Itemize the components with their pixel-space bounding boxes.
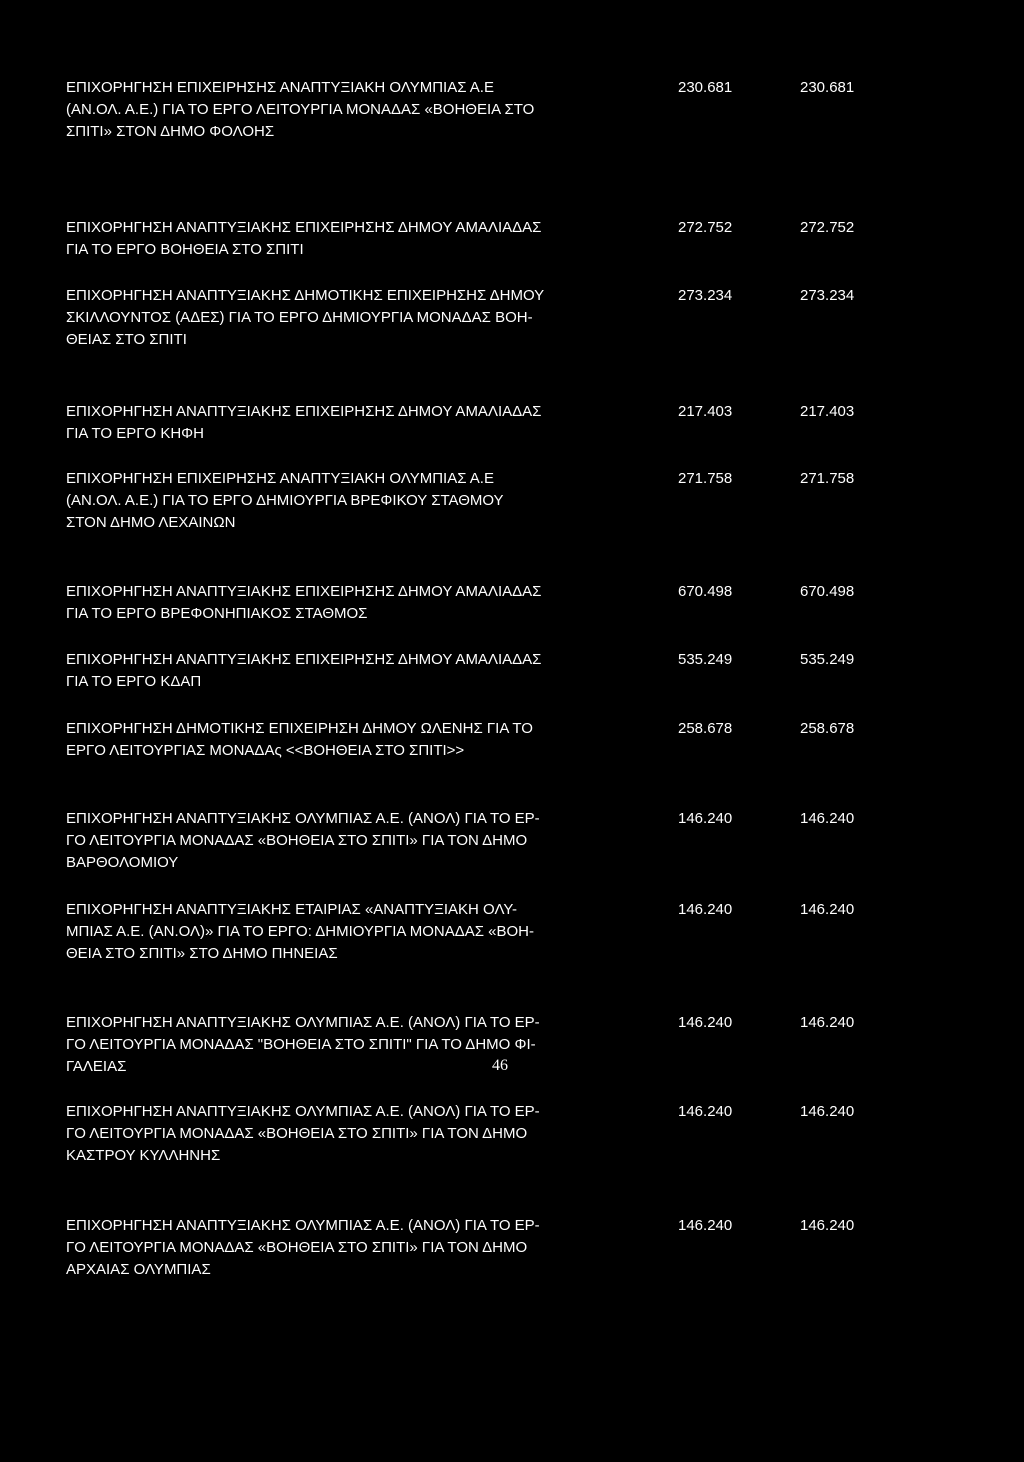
entry-description bbox=[66, 581, 651, 625]
entry-description bbox=[66, 77, 651, 143]
amount-column-1: 146.240 bbox=[678, 1103, 733, 1120]
description-line: ΕΠΙΧΟΡΗΓΗΣΗ ΑΝΑΠΤΥΞΙΑΚΗΣ ΕΠΙΧΕΙΡΗΣΗΣ ΔΗΜΟΥ ΑΜΑΛΙΑΔΑΣ bbox=[66, 651, 542, 668]
entry-description bbox=[66, 1101, 651, 1167]
amount-column-1: 272.752 bbox=[678, 219, 733, 236]
description-line: ΓΙΑ ΤΟ ΕΡΓΟ ΒΟΗΘΕΙΑ ΣΤΟ ΣΠΙΤΙ bbox=[66, 241, 304, 258]
description-line: ΓΟ ΛΕΙΤΟΥΡΓΙΑ ΜΟΝΑΔΑΣ «ΒΟΗΘΕΙΑ ΣΤΟ ΣΠΙΤΙ» ΓΙΑ ΤΟΝ ΔΗΜΟ bbox=[66, 832, 528, 849]
description-line: ΕΠΙΧΟΡΗΓΗΣΗ ΑΝΑΠΤΥΞΙΑΚΗΣ ΕΠΙΧΕΙΡΗΣΗΣ ΔΗΜΟΥ ΑΜΑΛΙΑΔΑΣ bbox=[66, 583, 542, 600]
amount-column-2: 230.681 bbox=[800, 79, 855, 96]
entry-description bbox=[66, 285, 651, 351]
description-line: ΕΠΙΧΟΡΗΓΗΣΗ ΑΝΑΠΤΥΞΙΑΚΗΣ ΕΠΙΧΕΙΡΗΣΗΣ ΔΗΜΟΥ ΑΜΑΛΙΑΔΑΣ bbox=[66, 403, 542, 420]
description-line: (ΑΝ.ΟΛ. Α.Ε.) ΓΙΑ ΤΟ ΕΡΓΟ ΔΗΜΙΟΥΡΓΙΑ ΒΡΕΦΙΚΟΥ ΣΤΑΘΜΟΥ bbox=[66, 492, 504, 509]
description-line: ΓΟ ΛΕΙΤΟΥΡΓΙΑ ΜΟΝΑΔΑΣ «ΒΟΗΘΕΙΑ ΣΤΟ ΣΠΙΤΙ» ΓΙΑ ΤΟΝ ΔΗΜΟ bbox=[66, 1239, 528, 1256]
description-line: ΣΠΙΤΙ» ΣΤΟΝ ΔΗΜΟ ΦΟΛΟΗΣ bbox=[66, 123, 275, 140]
amount-column-2: 146.240 bbox=[800, 901, 855, 918]
amount-column-2: 670.498 bbox=[800, 583, 855, 600]
description-line: ΓΟ ΛΕΙΤΟΥΡΓΙΑ ΜΟΝΑΔΑΣ «ΒΟΗΘΕΙΑ ΣΤΟ ΣΠΙΤΙ» ΓΙΑ ΤΟΝ ΔΗΜΟ bbox=[66, 1125, 528, 1142]
description-line: ΕΠΙΧΟΡΗΓΗΣΗ ΕΠΙΧΕΙΡΗΣΗΣ ΑΝΑΠΤΥΞΙΑΚΗ ΟΛΥΜΠΙΑΣ Α.Ε bbox=[66, 470, 494, 487]
description-line: ΘΕΙΑΣ ΣΤΟ ΣΠΙΤΙ bbox=[66, 331, 187, 348]
description-line: ΕΠΙΧΟΡΗΓΗΣΗ ΑΝΑΠΤΥΞΙΑΚΗΣ ΟΛΥΜΠΙΑΣ Α.Ε. (ΑΝΟΛ) ΓΙΑ ΤΟ ΕΡ- bbox=[66, 1103, 540, 1120]
amount-column-1: 258.678 bbox=[678, 720, 733, 737]
entry-description bbox=[66, 808, 651, 874]
entry-description bbox=[66, 649, 651, 693]
description-line: ΚΑΣΤΡΟΥ ΚΥΛΛΗΝΗΣ bbox=[66, 1147, 221, 1164]
description-line: ΑΡΧΑΙΑΣ ΟΛΥΜΠΙΑΣ bbox=[66, 1261, 211, 1278]
amount-column-1: 273.234 bbox=[678, 287, 733, 304]
description-line: ΓΙΑ ΤΟ ΕΡΓΟ ΚΔΑΠ bbox=[66, 673, 202, 690]
description-line: (ΑΝ.ΟΛ. Α.Ε.) ΓΙΑ ΤΟ ΕΡΓΟ ΛΕΙΤΟΥΡΓΙΑ ΜΟΝΑΔΑΣ «ΒΟΗΘΕΙΑ ΣΤΟ bbox=[66, 101, 535, 118]
description-line: ΒΑΡΘΟΛΟΜΙΟΥ bbox=[66, 854, 179, 871]
description-line: ΕΡΓΟ ΛΕΙΤΟΥΡΓΙΑΣ ΜΟΝΑΔΑς <<ΒΟΗΘΕΙΑ ΣΤΟ ΣΠΙΤΙ>> bbox=[66, 742, 465, 759]
amount-column-1: 535.249 bbox=[678, 651, 733, 668]
description-line: ΕΠΙΧΟΡΗΓΗΣΗ ΑΝΑΠΤΥΞΙΑΚΗΣ ΟΛΥΜΠΙΑΣ Α.Ε. (ΑΝΟΛ) ΓΙΑ ΤΟ ΕΡ- bbox=[66, 1014, 540, 1031]
description-line: ΕΠΙΧΟΡΗΓΗΣΗ ΑΝΑΠΤΥΞΙΑΚΗΣ ΕΠΙΧΕΙΡΗΣΗΣ ΔΗΜΟΥ ΑΜΑΛΙΑΔΑΣ bbox=[66, 219, 542, 236]
entry-description bbox=[66, 401, 651, 445]
amount-column-1: 146.240 bbox=[678, 1014, 733, 1031]
description-line: ΓΟ ΛΕΙΤΟΥΡΓΙΑ ΜΟΝΑΔΑΣ "ΒΟΗΘΕΙΑ ΣΤΟ ΣΠΙΤΙ" ΓΙΑ ΤΟ ΔΗΜΟ ΦΙ- bbox=[66, 1036, 536, 1053]
amount-column-2: 146.240 bbox=[800, 1103, 855, 1120]
description-line: ΣΚΙΛΛΟΥΝΤΟΣ (ΑΔΕΣ) ΓΙΑ ΤΟ ΕΡΓΟ ΔΗΜΙΟΥΡΓΙΑ ΜΟΝΑΔΑΣ ΒΟΗ- bbox=[66, 309, 533, 326]
amount-column-2: 273.234 bbox=[800, 287, 855, 304]
entry-description bbox=[66, 899, 651, 965]
description-line: ΓΑΛΕΙΑΣ bbox=[66, 1058, 127, 1075]
amount-column-2: 146.240 bbox=[800, 1217, 855, 1234]
amount-column-1: 146.240 bbox=[678, 1217, 733, 1234]
amount-column-2: 146.240 bbox=[800, 810, 855, 827]
amount-column-1: 146.240 bbox=[678, 810, 733, 827]
description-line: ΓΙΑ ΤΟ ΕΡΓΟ ΚΗΦΗ bbox=[66, 425, 204, 442]
amount-column-2: 271.758 bbox=[800, 470, 855, 487]
amount-column-1: 146.240 bbox=[678, 901, 733, 918]
amount-column-2: 146.240 bbox=[800, 1014, 855, 1031]
amount-column-2: 217.403 bbox=[800, 403, 855, 420]
amount-column-2: 272.752 bbox=[800, 219, 855, 236]
amount-column-2: 535.249 bbox=[800, 651, 855, 668]
page-number-footer: 46 bbox=[492, 1057, 508, 1074]
description-line: ΕΠΙΧΟΡΗΓΗΣΗ ΔΗΜΟΤΙΚΗΣ ΕΠΙΧΕΙΡΗΣΗ ΔΗΜΟΥ ΩΛΕΝΗΣ ΓΙΑ ΤΟ bbox=[66, 720, 533, 737]
description-line: ΕΠΙΧΟΡΗΓΗΣΗ ΑΝΑΠΤΥΞΙΑΚΗΣ ΟΛΥΜΠΙΑΣ Α.Ε. (ΑΝΟΛ) ΓΙΑ ΤΟ ΕΡ- bbox=[66, 810, 540, 827]
amount-column-1: 230.681 bbox=[678, 79, 733, 96]
entry-description bbox=[66, 468, 651, 534]
amount-column-2: 258.678 bbox=[800, 720, 855, 737]
description-line: ΕΠΙΧΟΡΗΓΗΣΗ ΑΝΑΠΤΥΞΙΑΚΗΣ ΔΗΜΟΤΙΚΗΣ ΕΠΙΧΕΙΡΗΣΗΣ ΔΗΜΟΥ bbox=[66, 287, 545, 304]
description-line: ΘΕΙΑ ΣΤΟ ΣΠΙΤΙ» ΣΤΟ ΔΗΜΟ ΠΗΝΕΙΑΣ bbox=[66, 945, 338, 962]
amount-column-1: 670.498 bbox=[678, 583, 733, 600]
amount-column-1: 217.403 bbox=[678, 403, 733, 420]
description-line: ΕΠΙΧΟΡΗΓΗΣΗ ΑΝΑΠΤΥΞΙΑΚΗΣ ΕΤΑΙΡΙΑΣ «ΑΝΑΠΤΥΞΙΑΚΗ ΟΛΥ- bbox=[66, 901, 517, 918]
entry-description bbox=[66, 718, 651, 762]
description-line: ΣΤΟΝ ΔΗΜΟ ΛΕΧΑΙΝΩΝ bbox=[66, 514, 236, 531]
description-line: ΜΠΙΑΣ Α.Ε. (ΑΝ.ΟΛ)» ΓΙΑ ΤΟ ΕΡΓΟ: ΔΗΜΙΟΥΡΓΙΑ ΜΟΝΑΔΑΣ «ΒΟΗ- bbox=[66, 923, 535, 940]
description-line: ΓΙΑ ΤΟ ΕΡΓΟ ΒΡΕΦΟΝΗΠΙΑΚΟΣ ΣΤΑΘΜΟΣ bbox=[66, 605, 368, 622]
entry-description bbox=[66, 217, 651, 261]
entry-description bbox=[66, 1215, 651, 1281]
description-line: ΕΠΙΧΟΡΗΓΗΣΗ ΕΠΙΧΕΙΡΗΣΗΣ ΑΝΑΠΤΥΞΙΑΚΗ ΟΛΥΜΠΙΑΣ Α.Ε bbox=[66, 79, 494, 96]
amount-column-1: 271.758 bbox=[678, 470, 733, 487]
description-line: ΕΠΙΧΟΡΗΓΗΣΗ ΑΝΑΠΤΥΞΙΑΚΗΣ ΟΛΥΜΠΙΑΣ Α.Ε. (ΑΝΟΛ) ΓΙΑ ΤΟ ΕΡ- bbox=[66, 1217, 540, 1234]
